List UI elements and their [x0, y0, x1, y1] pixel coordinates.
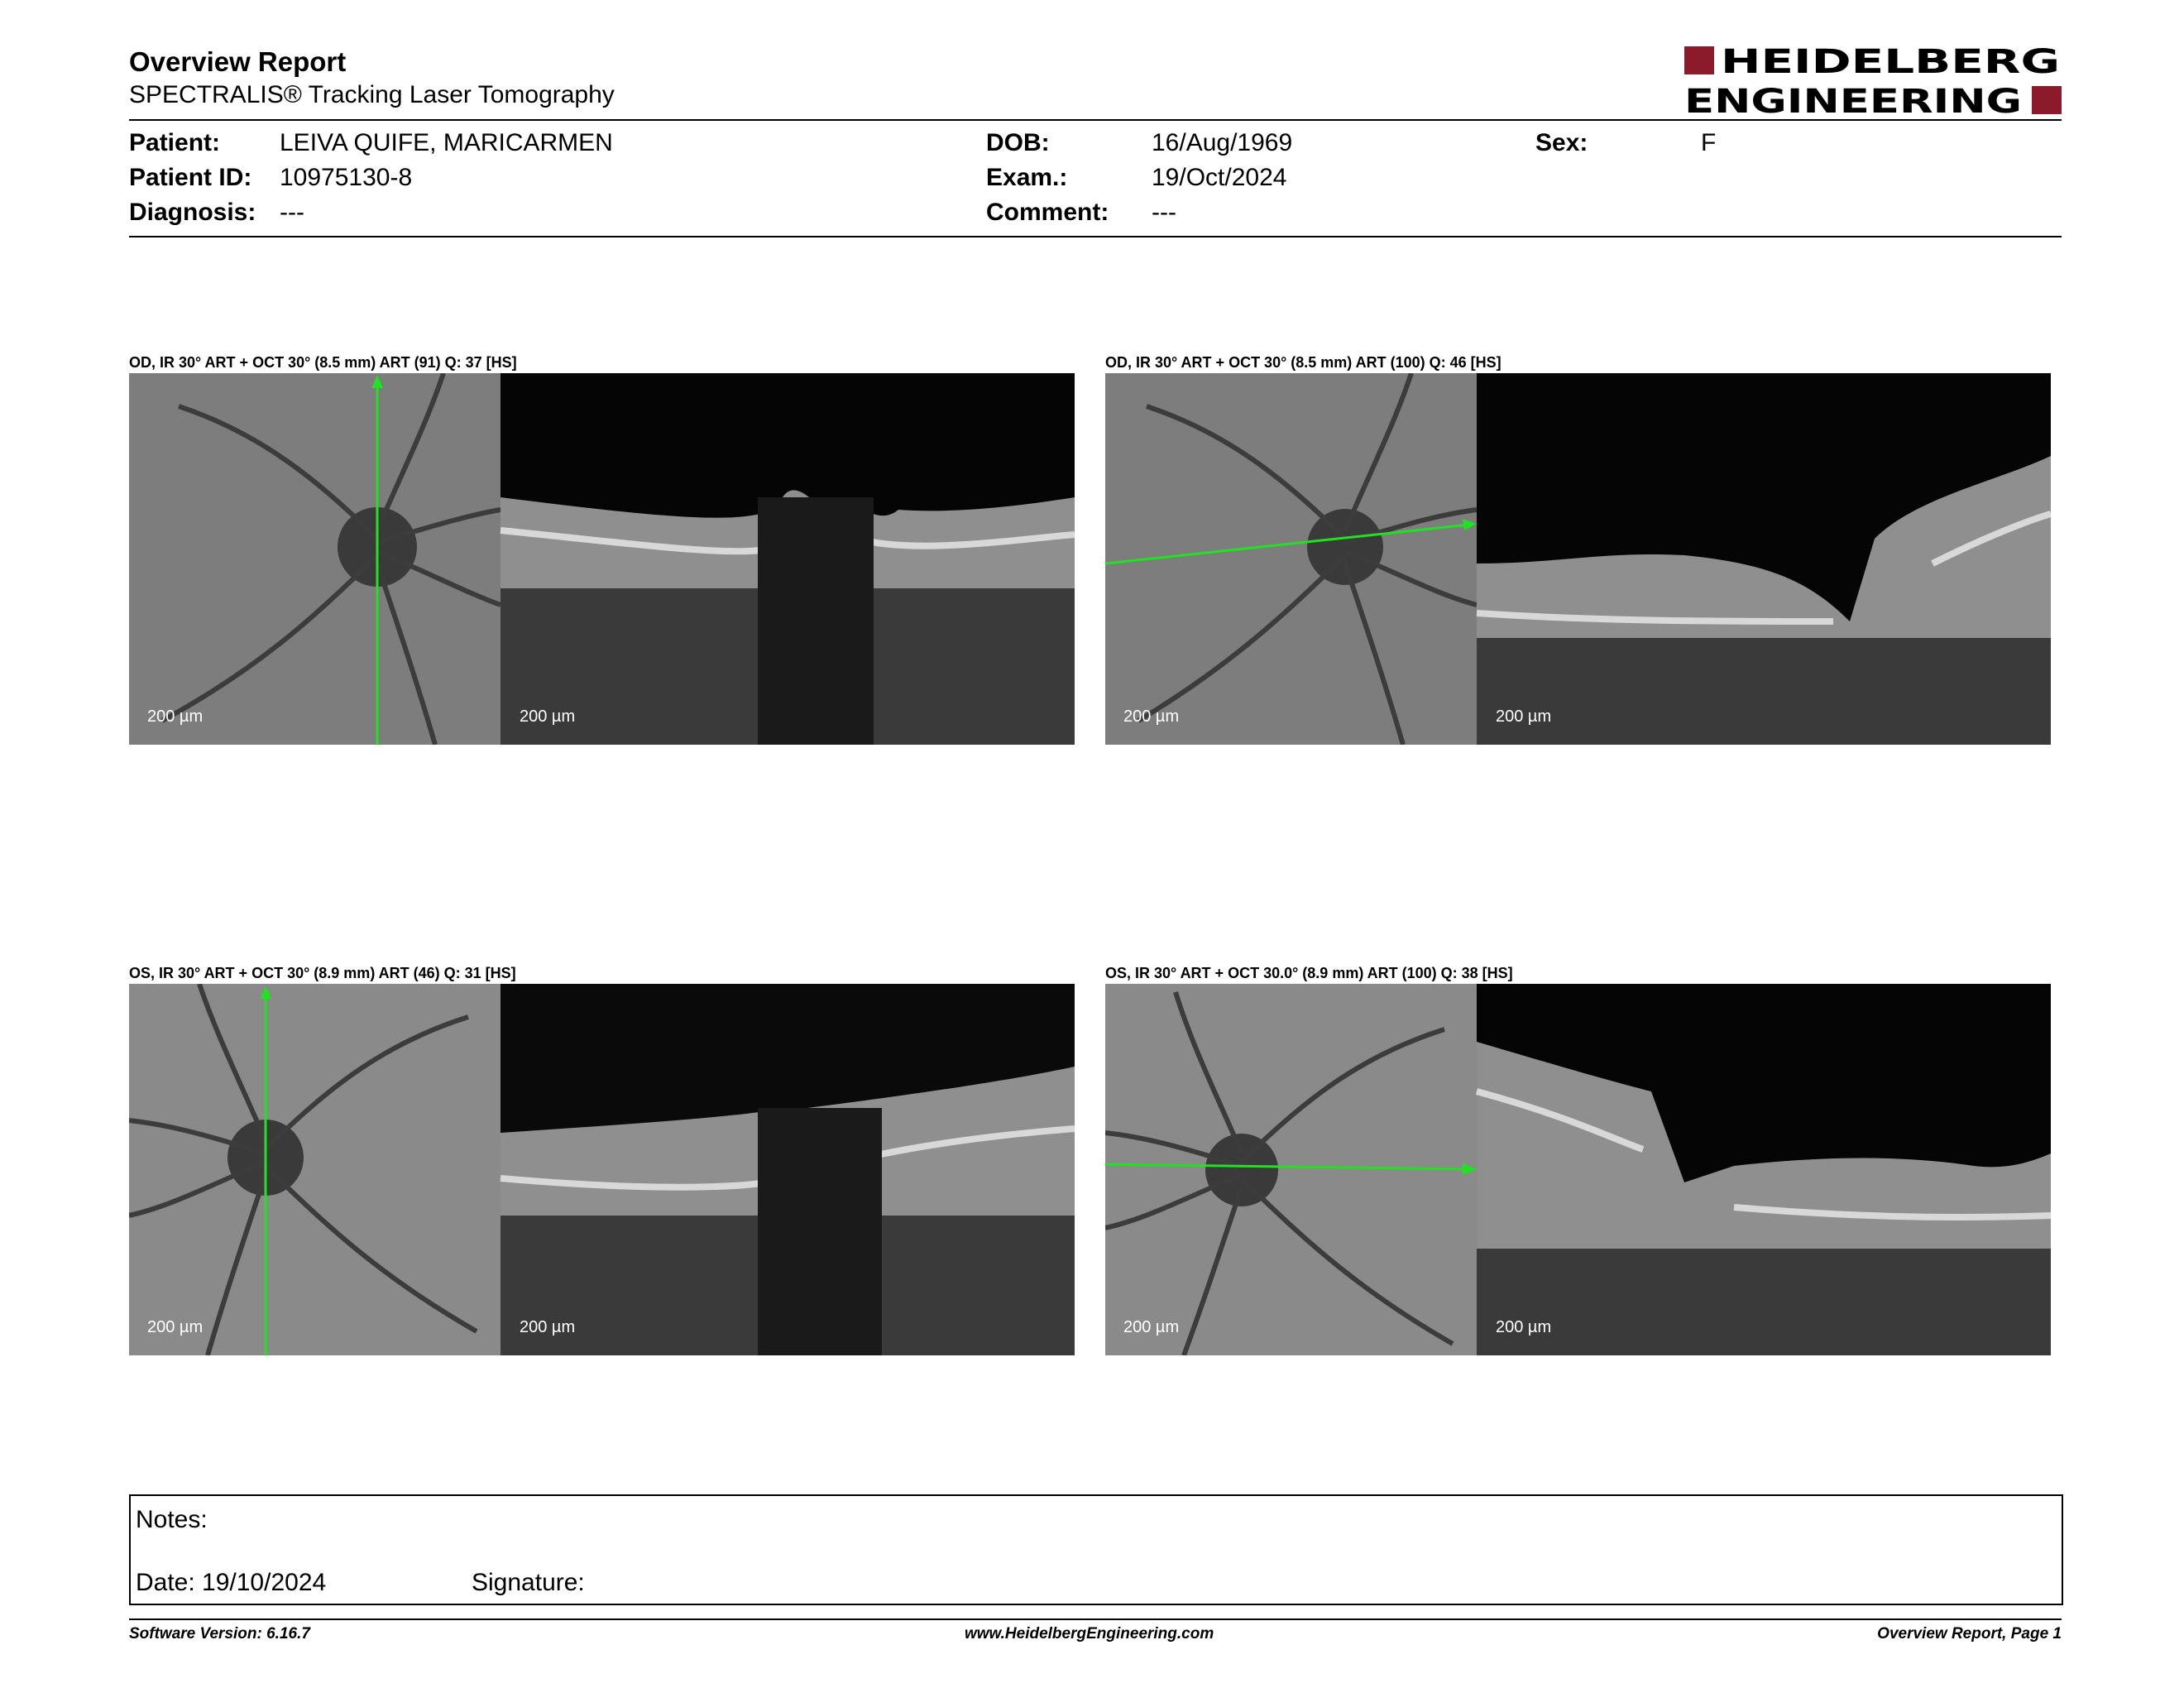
patient-id: 10975130-8 [280, 164, 413, 191]
scan-caption: OD, IR 30° ART + OCT 30° (8.5 mm) ART (91) Q: 37 [HS] [129, 354, 517, 371]
website-link[interactable]: www.HeidelbergEngineering.com [965, 1625, 1214, 1642]
oct-scale-bar: 200 µm [1496, 1318, 1552, 1336]
scan-caption: OS, IR 30° ART + OCT 30.0° (8.9 mm) ART (100) Q: 38 [HS] [1105, 965, 1513, 981]
patient-name: LEIVA QUIFE, MARICARMEN [280, 129, 613, 156]
scan-panel [129, 373, 1075, 745]
fundus-scale-bar: 200 µm [147, 1318, 204, 1336]
scan-panel [129, 984, 1075, 1355]
exam-value: 19/Oct/2024 [1152, 164, 1287, 191]
fundus-image [129, 984, 500, 1355]
signature-label: Signature: [472, 1569, 585, 1596]
patient-rule [129, 236, 2062, 237]
patient-label: Patient: [129, 129, 221, 156]
report-subtitle: SPECTRALIS® Tracking Laser Tomography [129, 81, 615, 108]
fundus-image [129, 373, 500, 745]
svg-text:ENGINEERING: ENGINEERING [1684, 83, 2022, 116]
software-version: Software Version: 6.16.7 [129, 1625, 310, 1642]
scan-caption: OS, IR 30° ART + OCT 30° (8.9 mm) ART (46) Q: 31 [HS] [129, 965, 516, 981]
scan-panel [1105, 373, 2051, 745]
dob-label: DOB: [986, 129, 1050, 156]
comment-value: --- [1152, 199, 1176, 226]
scan-panel [1105, 984, 2051, 1355]
patient-id-label: Patient ID: [129, 164, 252, 191]
scan-caption: OD, IR 30° ART + OCT 30° (8.5 mm) ART (100) Q: 46 [HS] [1105, 354, 1502, 371]
notes-box [129, 1494, 2063, 1605]
heidelberg-logo [1684, 45, 2062, 116]
comment-label: Comment: [986, 199, 1109, 226]
date-label: Date: 19/10/2024 [136, 1569, 327, 1596]
diagnosis-label: Diagnosis: [129, 199, 256, 226]
fundus-scale-bar: 200 µm [1123, 1318, 1180, 1336]
footer-rule [129, 1618, 2062, 1620]
exam-label: Exam.: [986, 164, 1068, 191]
fundus-image [1105, 373, 1477, 745]
oct-scale-bar: 200 µm [520, 1318, 576, 1336]
page-number: Overview Report, Page 1 [1877, 1625, 2062, 1642]
sex-value: F [1701, 129, 1717, 156]
header-rule [129, 119, 2062, 121]
sex-label: Sex: [1535, 129, 1588, 156]
notes-label: Notes: [136, 1506, 208, 1533]
oct-scale-bar: 200 µm [1496, 707, 1552, 726]
svg-text:HEIDELBERG: HEIDELBERG [1721, 45, 2060, 81]
report-title: Overview Report [129, 46, 347, 77]
diagnosis-value: --- [280, 199, 304, 226]
dob-value: 16/Aug/1969 [1152, 129, 1293, 156]
fundus-scale-bar: 200 µm [147, 707, 204, 726]
oct-scale-bar: 200 µm [520, 707, 576, 726]
fundus-scale-bar: 200 µm [1123, 707, 1180, 726]
